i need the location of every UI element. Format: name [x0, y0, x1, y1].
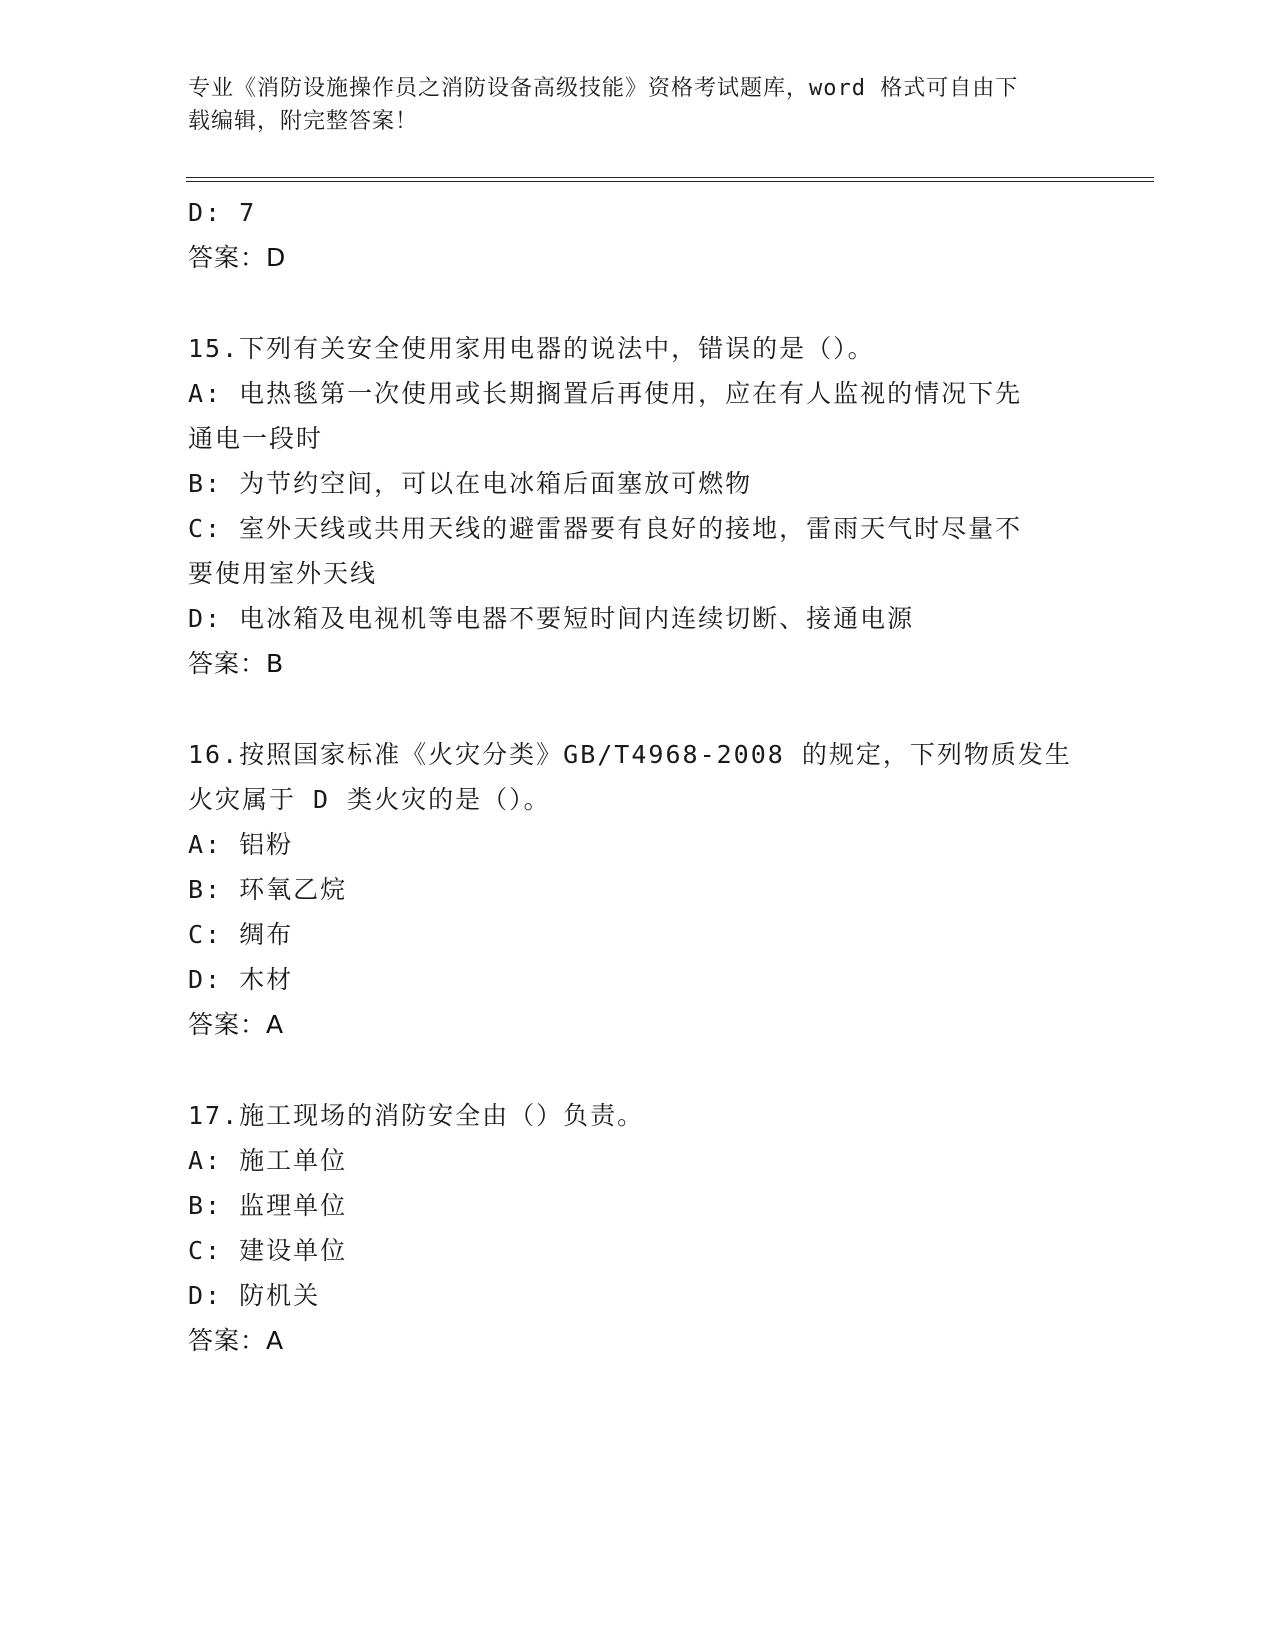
document-body — [188, 190, 1088, 1363]
header-line-2: 载编辑，附完整答案！ — [188, 109, 419, 134]
document-header — [188, 72, 1068, 138]
option-a: A: 铝粉 — [188, 830, 294, 859]
question-16 — [188, 732, 1088, 1047]
option-a: A: 施工单位 — [188, 1146, 348, 1175]
header-line-1: 专业《消防设施操作员之消防设备高级技能》资格考试题库，word 格式可自由下 — [188, 76, 1019, 101]
previous-question-tail — [188, 190, 1088, 280]
question-stem: 17.施工现场的消防安全由（）负责。 — [188, 1101, 645, 1130]
option-d: D: 防机关 — [188, 1281, 321, 1310]
answer-line: 答案：D — [188, 243, 287, 272]
option-c: C: 绸布 — [188, 920, 294, 949]
answer-line: 答案：A — [188, 1326, 285, 1355]
question-stem: 15.下列有关安全使用家用电器的说法中，错误的是（）。 — [188, 334, 875, 363]
option-d: D: 7 — [188, 198, 257, 227]
answer-line: 答案：B — [188, 649, 285, 678]
option-c: C: 室外天线或共用天线的避雷器要有良好的接地，雷雨天气时尽量不 — [188, 514, 1023, 543]
option-a: A: 电热毯第一次使用或长期搁置后再使用，应在有人监视的情况下先 — [188, 379, 1023, 408]
spacer — [188, 280, 1088, 326]
option-d: D: 电冰箱及电视机等电器不要短时间内连续切断、接通电源 — [188, 604, 915, 633]
option-c-continued: 要使用室外天线 — [188, 559, 378, 588]
option-d: D: 木材 — [188, 965, 294, 994]
spacer — [188, 686, 1088, 732]
option-b: B: 监理单位 — [188, 1191, 348, 1220]
option-b: B: 为节约空间，可以在电冰箱后面塞放可燃物 — [188, 469, 753, 498]
question-15 — [188, 326, 1088, 686]
header-divider-bottom — [186, 181, 1154, 182]
header-divider-top — [186, 177, 1154, 178]
question-stem-continued: 火灾属于 D 类火灾的是（）。 — [188, 785, 551, 814]
option-b: B: 环氧乙烷 — [188, 875, 348, 904]
spacer — [188, 1047, 1088, 1093]
option-a-continued: 通电一段时 — [188, 424, 324, 453]
answer-line: 答案：A — [188, 1010, 285, 1039]
question-17 — [188, 1093, 1088, 1363]
option-c: C: 建设单位 — [188, 1236, 348, 1265]
question-stem: 16.按照国家标准《火灾分类》GB/T4968-2008 的规定，下列物质发生 — [188, 740, 1072, 769]
